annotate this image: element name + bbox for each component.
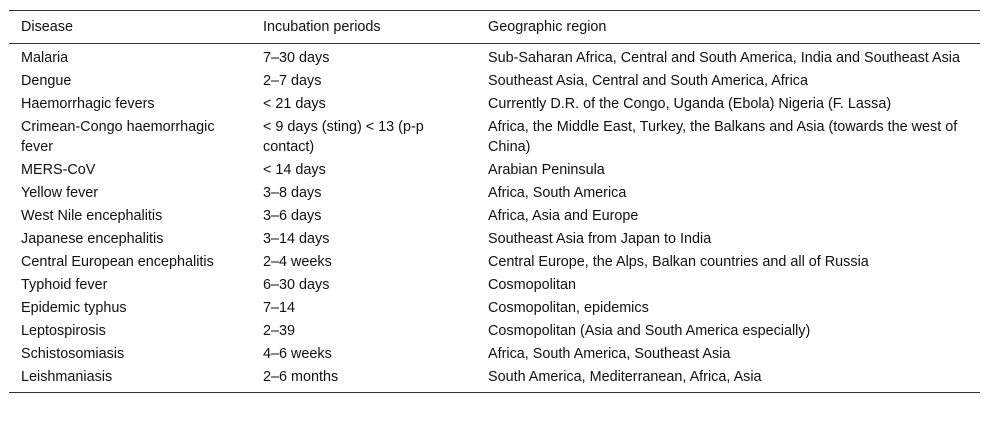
- cell-region: Southeast Asia, Central and South America, Africa: [488, 73, 808, 89]
- table-row: [9, 275, 980, 298]
- cell-incubation: 6–30 days: [263, 277, 330, 293]
- cell-incubation: 2–39: [263, 323, 296, 339]
- cell-disease: Typhoid fever: [21, 277, 108, 293]
- cell-region: Cosmopolitan (Asia and South America especially): [488, 323, 811, 339]
- cell-disease: Crimean-Congo haemorrhagic fever: [21, 119, 215, 155]
- cell-region: Africa, South America, Southeast Asia: [488, 346, 731, 362]
- cell-disease: Leishmaniasis: [21, 369, 113, 385]
- table-row: [9, 71, 980, 94]
- header-geographic-region: Geographic region: [488, 19, 607, 35]
- cell-incubation: < 21 days: [263, 96, 326, 112]
- table-row: [9, 94, 980, 117]
- cell-region: Arabian Peninsula: [488, 162, 605, 178]
- cell-incubation: 7–30 days: [263, 50, 330, 66]
- cell-region: Southeast Asia from Japan to India: [488, 231, 712, 247]
- table-row: [9, 117, 980, 160]
- table-row: [9, 321, 980, 344]
- cell-disease: Malaria: [21, 50, 69, 66]
- cell-incubation: 2–4 weeks: [263, 254, 332, 270]
- disease-table: [9, 10, 980, 393]
- cell-disease: Schistosomiasis: [21, 346, 125, 362]
- table-row: [9, 44, 980, 72]
- cell-disease: Haemorrhagic fevers: [21, 96, 155, 112]
- cell-incubation: 2–7 days: [263, 73, 322, 89]
- cell-region: Central Europe, the Alps, Balkan countries and all of Russia: [488, 254, 869, 270]
- table-row: [9, 160, 980, 183]
- disease-table-container: [9, 10, 980, 393]
- table-row: [9, 344, 980, 367]
- cell-region: Africa, the Middle East, Turkey, the Balkans and Asia (towards the west of China): [488, 119, 958, 155]
- cell-region: Sub-Saharan Africa, Central and South America, India and Southeast Asia: [488, 50, 960, 66]
- cell-incubation: 3–6 days: [263, 208, 322, 224]
- cell-region: Cosmopolitan: [488, 277, 576, 293]
- table-row: [9, 252, 980, 275]
- cell-disease: Epidemic typhus: [21, 300, 127, 316]
- header-incubation-periods: Incubation periods: [263, 19, 381, 35]
- cell-incubation: 2–6 months: [263, 369, 339, 385]
- cell-incubation: < 9 days (sting) < 13 (p-p contact): [263, 119, 424, 155]
- cell-incubation: 3–8 days: [263, 185, 322, 201]
- cell-region: Cosmopolitan, epidemics: [488, 300, 649, 316]
- table-row: [9, 183, 980, 206]
- table-row: [9, 206, 980, 229]
- cell-incubation: 4–6 weeks: [263, 346, 332, 362]
- table-row: [9, 229, 980, 252]
- table-header-row: [9, 11, 980, 44]
- cell-region: Africa, Asia and Europe: [488, 208, 639, 224]
- cell-disease: Japanese encephalitis: [21, 231, 164, 247]
- cell-disease: West Nile encephalitis: [21, 208, 163, 224]
- cell-region: South America, Mediterranean, Africa, Asia: [488, 369, 762, 385]
- table-row: [9, 367, 980, 393]
- cell-disease: MERS-CoV: [21, 162, 96, 178]
- cell-disease: Leptospirosis: [21, 323, 106, 339]
- cell-incubation: 7–14: [263, 300, 296, 316]
- cell-incubation: 3–14 days: [263, 231, 330, 247]
- cell-region: Currently D.R. of the Congo, Uganda (Ebola) Nigeria (F. Lassa): [488, 96, 892, 112]
- cell-disease: Dengue: [21, 73, 72, 89]
- cell-disease: Yellow fever: [21, 185, 99, 201]
- header-disease: Disease: [21, 19, 73, 35]
- table-row: [9, 298, 980, 321]
- cell-region: Africa, South America: [488, 185, 627, 201]
- cell-disease: Central European encephalitis: [21, 254, 214, 270]
- cell-incubation: < 14 days: [263, 162, 326, 178]
